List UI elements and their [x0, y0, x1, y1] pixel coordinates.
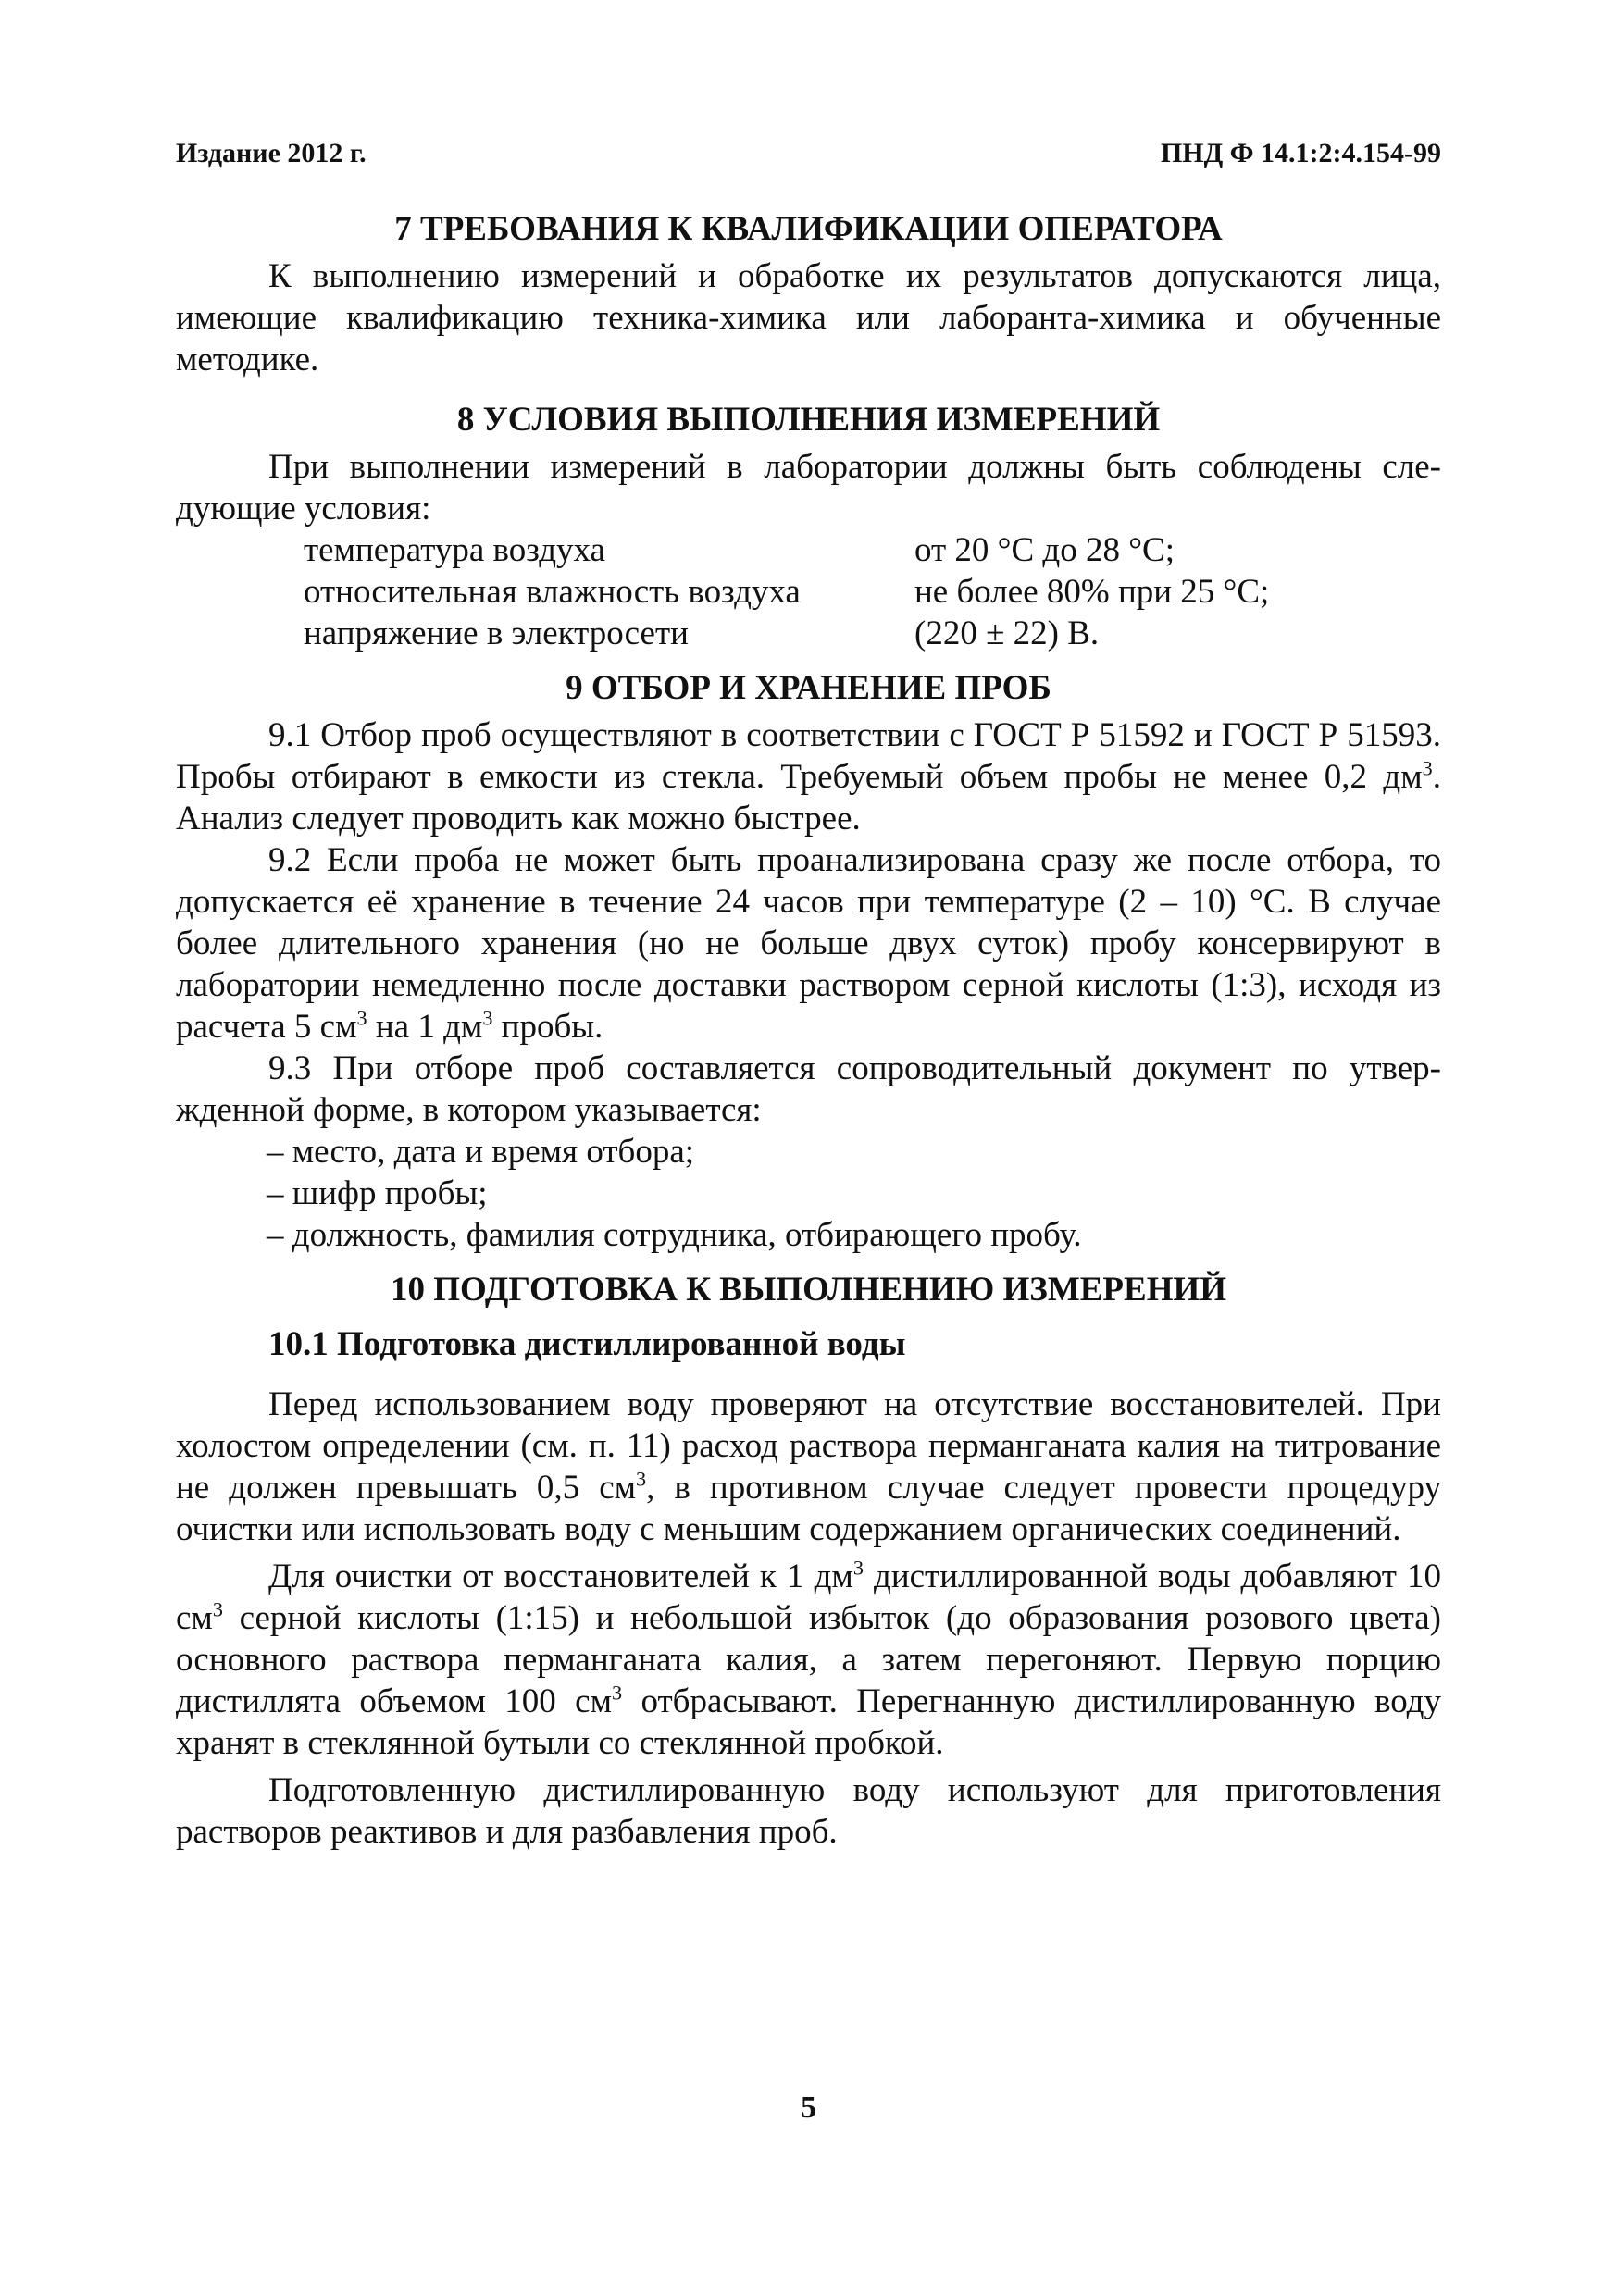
text-run: пробы. — [492, 1008, 603, 1046]
section-9-2-text — [176, 839, 1441, 1048]
text-run: Для очистки от восстановителей к 1 дм — [268, 1558, 853, 1595]
superscript: 3 — [212, 1597, 223, 1621]
page-number: 5 — [801, 2091, 816, 2125]
superscript: 3 — [852, 1556, 864, 1580]
section-7-title: 7 ТРЕБОВАНИЯ К КВАЛИФИКАЦИИ ОПЕРАТОРА — [394, 210, 1223, 248]
text-run: , в противном случае следует провести процедуру очистки или использовать воду с меньшим содержанием органических соединений. — [176, 1469, 1441, 1548]
section-9-1-text — [176, 714, 1441, 839]
text-run: на 1 дм — [367, 1008, 483, 1046]
condition-row — [304, 613, 1269, 654]
section-10-1-text-1 — [176, 1384, 1441, 1550]
condition-value: от 20 °С до 28 °С; — [914, 531, 1175, 569]
text-run: отбрасывают. Перегнанную дистиллированную воду хранят в стеклянной бутыли со стеклянной пробкой. — [176, 1682, 1441, 1762]
condition-name: температура воздуха — [304, 531, 605, 569]
superscript: 3 — [482, 1006, 493, 1030]
list-item: – место, дата и время отбора; — [267, 1133, 695, 1171]
condition-value: (220 ± 22) В. — [914, 614, 1100, 652]
section-8-title: 8 УСЛОВИЯ ВЫПОЛНЕНИЯ ИЗМЕРЕНИЙ — [456, 401, 1161, 439]
condition-row — [304, 571, 1269, 613]
conditions-table — [304, 529, 1269, 654]
condition-name: напряжение в электросети — [304, 614, 689, 652]
superscript: 3 — [1422, 756, 1433, 780]
section-10-1-text-2 — [176, 1556, 1441, 1764]
section-9-3-text: 9.3 При отборе проб составляется сопроводительный документ по утвержденной форме, в котором указывается: — [176, 1049, 1441, 1129]
condition-name: относительная влажность воздуха — [304, 573, 801, 611]
edition-label: Издание 2012 г. — [176, 138, 367, 168]
text-run: серной кислоты (1:15) и небольшой избыток (до образования розового цвета) основного раствора перманганата калия, а затем перегоняют. Первую порцию дистиллята объемом 100 см — [176, 1599, 1441, 1720]
text-run: Перед использованием воду проверяют на отсутствие восстановителей. При холостом определении (см. п. 11) расход раствора перманганата калия на титрование не должен превышать 0,5 см — [176, 1385, 1441, 1507]
section-8-intro: При выполнении измерений в лаборатории должны быть соблюдены следующие условия: — [176, 448, 1441, 527]
list-item: – шифр пробы; — [267, 1174, 488, 1212]
superscript: 3 — [356, 1006, 367, 1030]
text-run: 9.1 Отбор проб осуществляют в соответствии с ГОСТ Р 51592 и ГОСТ Р 51593. Пробы отбирают в емкости из стекла. Требуемый объем пробы не менее 0,2 дм — [176, 716, 1441, 796]
section-10-title: 10 ПОДГОТОВКА К ВЫПОЛНЕНИЮ ИЗМЕРЕНИЙ — [390, 1271, 1227, 1309]
text-run: . Анализ следует проводить как можно быстрее. — [176, 758, 1441, 838]
text-run: 9.2 Если проба не может быть проанализирована сразу же после отбора, то допускается её хранение в течение 24 часов при температуре (2 – 10) °С. В случае более длительного хранения (но не больше двух суток) пробу консервируют в лаборатории немедленно после доставки раствором серной кислоты (1:3), исходя из расчета 5 см — [176, 841, 1441, 1046]
page-content — [176, 208, 1441, 1853]
text-run: дистиллированной воды добавляют 10 см — [176, 1558, 1441, 1637]
section-10-1-text-3: Подготовленную дистиллированную воду используют для приготовления растворов реактивов и для разбавления проб. — [176, 1771, 1441, 1851]
document-code: ПНД Ф 14.1:2:4.154-99 — [1160, 138, 1441, 168]
sample-document-list — [176, 1131, 1441, 1256]
section-9-title: 9 ОТБОР И ХРАНЕНИЕ ПРОБ — [566, 669, 1051, 707]
condition-value: не более 80% при 25 °С; — [914, 573, 1270, 611]
superscript: 3 — [636, 1467, 647, 1491]
section-7-text: К выполнению измерений и обработке их результатов допускаются лица, имеющие квалификацию техника-химика или лаборанта-химика и обученные методике. — [176, 257, 1441, 379]
list-item: – должность, фамилия сотрудника, отбирающего пробу. — [267, 1216, 1082, 1254]
section-10-1-subtitle: 10.1 Подготовка дистиллированной воды — [268, 1325, 906, 1363]
superscript: 3 — [612, 1681, 623, 1705]
condition-row — [304, 529, 1269, 571]
